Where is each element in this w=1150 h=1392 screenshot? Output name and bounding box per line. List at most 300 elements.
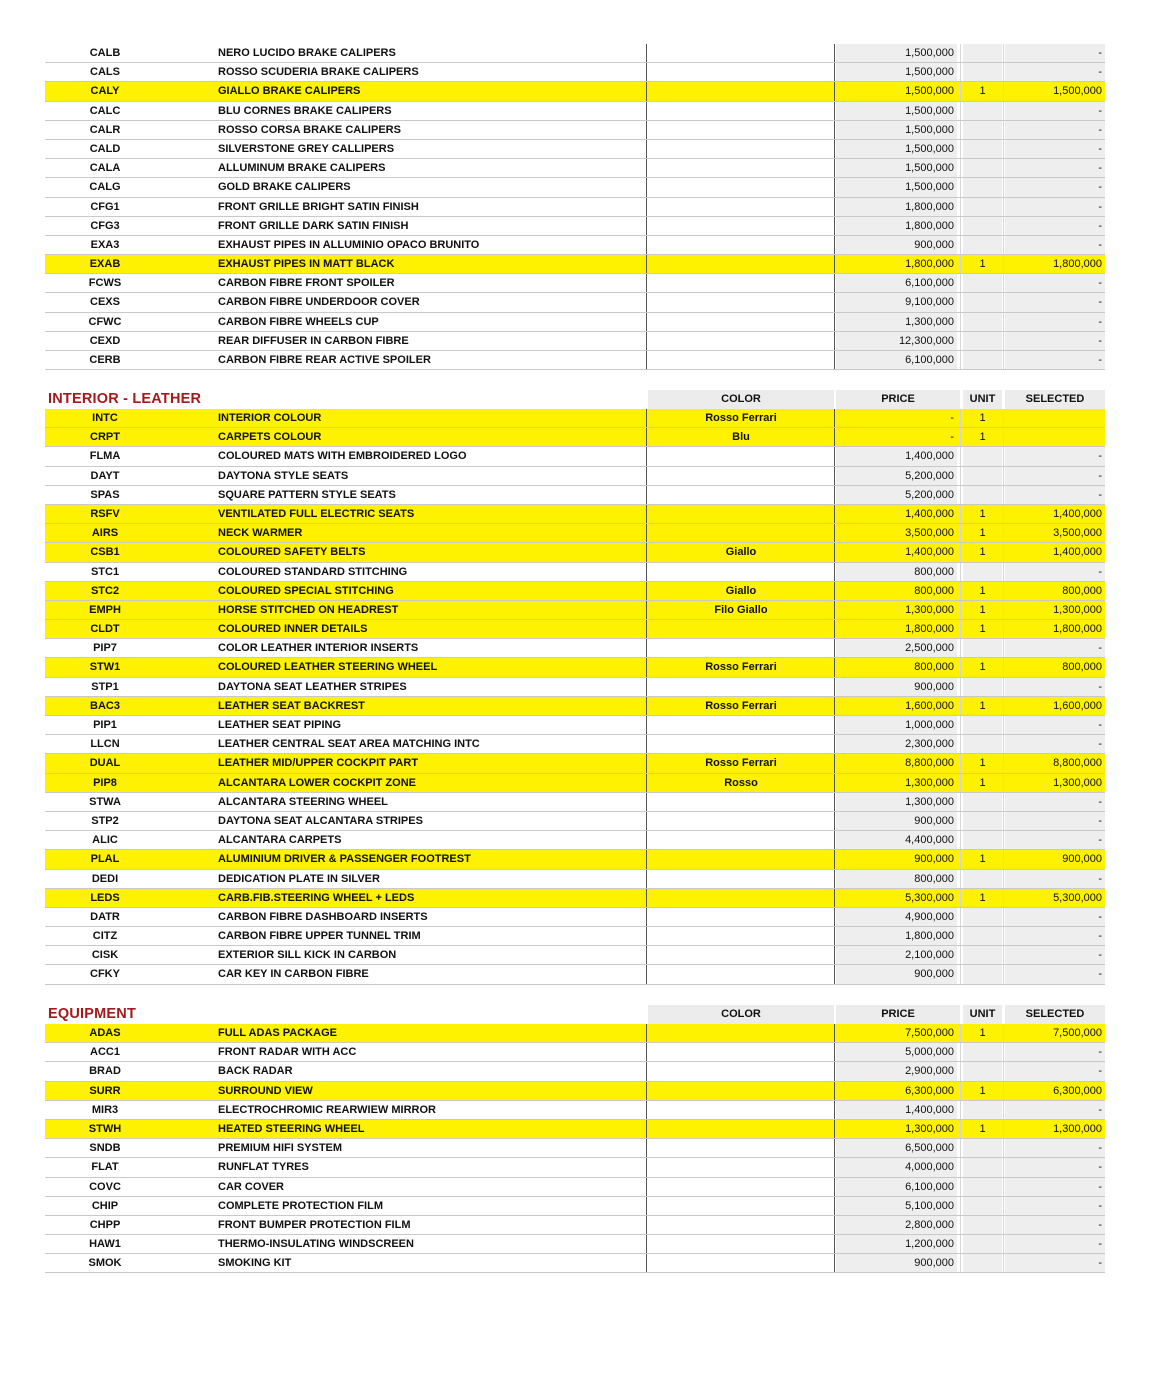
column-divider <box>834 946 835 964</box>
option-selected-amount: - <box>1005 908 1105 926</box>
option-price: 800,000 <box>836 563 957 581</box>
option-price: 1,500,000 <box>836 63 957 81</box>
column-divider <box>960 1043 961 1061</box>
option-color <box>648 908 834 926</box>
option-color <box>648 198 834 216</box>
option-code: BAC3 <box>90 699 120 712</box>
option-description: DEDICATION PLATE IN SILVER <box>218 872 380 885</box>
option-description: EXHAUST PIPES IN ALLUMINIO OPACO BRUNITO <box>218 238 480 251</box>
column-divider <box>1003 447 1004 465</box>
column-divider <box>834 831 835 849</box>
option-selected-amount: 800,000 <box>1062 584 1102 597</box>
option-description: LEATHER MID/UPPER COCKPIT PART <box>218 757 419 770</box>
option-unit <box>963 447 1002 465</box>
column-divider <box>1003 908 1004 926</box>
option-color <box>648 1216 834 1234</box>
option-code: RSFV <box>90 507 120 520</box>
column-divider <box>1003 563 1004 581</box>
option-unit <box>963 198 1002 216</box>
option-description: LEATHER CENTRAL SEAT AREA MATCHING INTC <box>218 738 480 751</box>
column-divider <box>646 716 647 734</box>
option-color <box>648 1254 834 1272</box>
option-unit <box>963 639 1002 657</box>
column-divider <box>646 332 647 350</box>
option-code: PIP8 <box>93 776 117 789</box>
table-row <box>45 198 1105 217</box>
option-selected-amount: - <box>1005 178 1105 196</box>
column-divider <box>646 1024 647 1042</box>
option-selected-amount: - <box>1005 678 1105 696</box>
option-price: 1,500,000 <box>836 102 957 120</box>
option-selected-amount: 7,500,000 <box>1053 1027 1102 1039</box>
option-description: SQUARE PATTERN STYLE SEATS <box>218 488 396 501</box>
column-divider <box>1003 601 1004 619</box>
option-selected-amount: 8,800,000 <box>1053 757 1102 770</box>
option-description: GIALLO BRAKE CALIPERS <box>218 85 361 98</box>
column-divider <box>1003 697 1004 715</box>
option-color: Giallo <box>725 546 757 559</box>
option-code: AIRS <box>91 527 119 540</box>
option-price: 1,600,000 <box>905 699 954 712</box>
option-unit <box>963 140 1002 158</box>
option-color: Rosso Ferrari <box>705 757 777 770</box>
option-description: ALCANTARA CARPETS <box>218 834 342 847</box>
option-code: ALIC <box>92 834 118 847</box>
option-price: 2,500,000 <box>836 639 957 657</box>
option-color <box>648 831 834 849</box>
table-row <box>45 543 1105 562</box>
option-description: DAYTONA SEAT LEATHER STRIPES <box>218 680 407 693</box>
column-divider <box>646 351 647 369</box>
option-code: CITZ <box>92 930 118 943</box>
table-row <box>45 812 1105 831</box>
option-price: 2,300,000 <box>836 735 957 753</box>
option-price: 3,500,000 <box>905 527 954 540</box>
option-price: 7,500,000 <box>905 1027 954 1039</box>
option-price: 4,400,000 <box>836 831 957 849</box>
option-color <box>648 716 834 734</box>
column-divider <box>960 754 961 772</box>
column-divider <box>646 178 647 196</box>
option-description: EXHAUST PIPES IN MATT BLACK <box>218 258 395 271</box>
column-divider <box>960 620 961 638</box>
option-description: EXTERIOR SILL KICK IN CARBON <box>218 949 397 962</box>
option-description: CARPETS COLOUR <box>218 431 322 444</box>
option-color: Rosso Ferrari <box>705 412 777 424</box>
column-divider <box>834 351 835 369</box>
option-price: 1,500,000 <box>905 85 954 98</box>
option-selected-amount: - <box>1005 1158 1105 1176</box>
option-unit <box>963 274 1002 292</box>
column-divider <box>834 121 835 139</box>
option-unit <box>963 178 1002 196</box>
table-row <box>45 1024 1105 1043</box>
column-divider <box>834 467 835 485</box>
option-unit <box>963 1043 1002 1061</box>
option-unit: 1 <box>979 507 986 520</box>
column-divider <box>834 889 835 907</box>
column-divider <box>834 1216 835 1234</box>
column-divider <box>960 140 961 158</box>
option-color <box>648 236 834 254</box>
column-divider <box>960 63 961 81</box>
table-row <box>45 1158 1105 1177</box>
option-selected-amount: - <box>1005 927 1105 945</box>
section-title: EQUIPMENT <box>48 1006 136 1022</box>
table-row <box>45 467 1105 486</box>
column-divider <box>960 121 961 139</box>
option-code: STC2 <box>90 584 120 597</box>
option-color <box>648 620 834 638</box>
column-divider <box>834 1139 835 1157</box>
column-divider <box>646 82 647 100</box>
column-divider <box>834 812 835 830</box>
column-divider <box>960 1082 961 1100</box>
option-unit <box>963 313 1002 331</box>
option-unit: 1 <box>979 546 986 559</box>
option-selected-amount <box>1005 428 1105 446</box>
option-code: FLAT <box>91 1161 119 1174</box>
option-unit <box>963 63 1002 81</box>
option-description: FRONT BUMPER PROTECTION FILM <box>218 1218 411 1231</box>
table-row <box>45 1101 1105 1120</box>
option-code: ACC1 <box>90 1046 120 1059</box>
column-divider <box>834 159 835 177</box>
option-selected-amount: 3,500,000 <box>1053 527 1102 540</box>
column-divider <box>960 236 961 254</box>
option-code: LLCN <box>90 738 120 751</box>
column-divider <box>646 582 647 600</box>
column-divider <box>960 639 961 657</box>
option-unit: 1 <box>979 258 986 271</box>
option-price: 1,300,000 <box>905 776 954 789</box>
column-divider <box>834 217 835 235</box>
table-row <box>45 639 1105 658</box>
column-divider <box>646 1158 647 1176</box>
option-price: 800,000 <box>914 661 954 674</box>
column-divider <box>834 1101 835 1119</box>
option-unit <box>963 793 1002 811</box>
table-row <box>45 831 1105 850</box>
column-divider <box>834 409 835 427</box>
column-divider <box>834 1254 835 1272</box>
option-description: COLOURED STANDARD STITCHING <box>218 565 408 578</box>
option-code: PIP1 <box>93 719 117 731</box>
option-price: 900,000 <box>836 1254 957 1272</box>
column-divider <box>960 965 961 983</box>
column-divider <box>1003 121 1004 139</box>
option-description: FRONT RADAR WITH ACC <box>218 1046 357 1059</box>
option-description: ALCANTARA LOWER COCKPIT ZONE <box>218 776 416 789</box>
option-color <box>648 1101 834 1119</box>
option-color <box>648 965 834 983</box>
option-color <box>648 44 834 62</box>
option-price: 900,000 <box>914 853 954 866</box>
column-divider <box>834 870 835 888</box>
option-code: CFWC <box>88 315 122 328</box>
option-price: 5,100,000 <box>836 1197 957 1215</box>
option-unit <box>963 1197 1002 1215</box>
column-divider <box>1003 1101 1004 1119</box>
option-description: CARBON FIBRE REAR ACTIVE SPOILER <box>218 354 431 366</box>
option-unit <box>963 812 1002 830</box>
option-selected-amount: 1,400,000 <box>1053 546 1102 559</box>
column-header-selected: SELECTED <box>1005 1005 1105 1024</box>
option-color: Giallo <box>725 584 757 597</box>
column-divider <box>834 716 835 734</box>
column-divider <box>960 313 961 331</box>
column-divider <box>646 678 647 696</box>
column-divider <box>960 102 961 120</box>
column-divider <box>834 543 835 561</box>
option-code: CLDT <box>90 623 120 636</box>
option-selected-amount: - <box>1005 639 1105 657</box>
option-description: COLOURED SAFETY BELTS <box>218 546 366 559</box>
option-code: BRAD <box>89 1065 121 1078</box>
option-price: 6,500,000 <box>836 1139 957 1157</box>
option-color <box>648 1197 834 1215</box>
option-price: 5,200,000 <box>836 486 957 504</box>
column-divider <box>1003 774 1004 792</box>
table-row <box>45 236 1105 255</box>
option-unit: 1 <box>979 623 986 636</box>
column-divider <box>1003 178 1004 196</box>
table-row <box>45 774 1105 793</box>
option-selected-amount: - <box>1005 1139 1105 1157</box>
table-row <box>45 255 1105 274</box>
option-code: CALC <box>89 104 121 117</box>
option-color: Filo Giallo <box>714 603 768 616</box>
option-selected-amount: - <box>1005 1235 1105 1253</box>
column-divider <box>1003 946 1004 964</box>
option-selected-amount: - <box>1005 793 1105 811</box>
option-price: 1,800,000 <box>836 217 957 235</box>
column-divider <box>960 658 961 676</box>
option-selected-amount: - <box>1005 236 1105 254</box>
table-row <box>45 716 1105 735</box>
option-color <box>648 639 834 657</box>
column-divider <box>1003 1139 1004 1157</box>
column-divider <box>960 467 961 485</box>
option-code: DUAL <box>89 757 121 770</box>
option-code: STWH <box>88 1122 122 1135</box>
column-divider <box>646 697 647 715</box>
column-divider <box>834 563 835 581</box>
option-color <box>648 467 834 485</box>
option-unit: 1 <box>979 1027 986 1039</box>
option-price: 1,000,000 <box>836 716 957 734</box>
section-header <box>45 390 1105 409</box>
option-code: CALG <box>89 181 121 194</box>
option-description: CARBON FIBRE FRONT SPOILER <box>218 277 395 290</box>
column-divider <box>834 754 835 772</box>
option-color <box>648 1120 834 1138</box>
column-divider <box>834 965 835 983</box>
column-divider <box>646 274 647 292</box>
column-divider <box>1003 1082 1004 1100</box>
column-divider <box>834 927 835 945</box>
option-selected-amount: - <box>1005 1101 1105 1119</box>
option-color <box>648 332 834 350</box>
table-row <box>45 217 1105 236</box>
column-divider <box>646 236 647 254</box>
option-description: CAR KEY IN CARBON FIBRE <box>218 968 369 981</box>
column-header-selected: SELECTED <box>1005 390 1105 409</box>
column-divider <box>646 1235 647 1253</box>
column-divider <box>834 639 835 657</box>
option-color <box>648 1062 834 1080</box>
option-unit <box>963 332 1002 350</box>
column-divider <box>1003 1235 1004 1253</box>
option-price: 1,800,000 <box>836 198 957 216</box>
option-description: LEATHER SEAT PIPING <box>218 719 342 731</box>
column-divider <box>646 735 647 753</box>
column-divider <box>646 313 647 331</box>
option-description: ALCANTARA STEERING WHEEL <box>218 795 388 808</box>
option-selected-amount: 900,000 <box>1062 853 1102 866</box>
option-description: THERMO-INSULATING WINDSCREEN <box>218 1238 414 1251</box>
column-divider <box>646 63 647 81</box>
column-divider <box>646 870 647 888</box>
option-description: PREMIUM HIFI SYSTEM <box>218 1142 343 1155</box>
column-divider <box>1003 1197 1004 1215</box>
option-description: COMPLETE PROTECTION FILM <box>218 1199 383 1212</box>
column-header-price: PRICE <box>836 390 960 409</box>
column-divider <box>960 850 961 868</box>
option-description: ALUMINIUM DRIVER & PASSENGER FOOTREST <box>218 853 471 866</box>
table-row <box>45 159 1105 178</box>
option-description: DAYTONA SEAT ALCANTARA STRIPES <box>218 814 423 827</box>
option-unit: 1 <box>979 584 986 597</box>
column-divider <box>1003 582 1004 600</box>
column-divider <box>646 1216 647 1234</box>
column-divider <box>1003 524 1004 542</box>
option-price: 1,500,000 <box>836 178 957 196</box>
option-code: CFKY <box>90 968 120 981</box>
option-unit <box>963 236 1002 254</box>
column-divider <box>960 793 961 811</box>
column-divider <box>1003 274 1004 292</box>
column-divider <box>834 332 835 350</box>
option-selected-amount: - <box>1005 467 1105 485</box>
option-price: 900,000 <box>836 965 957 983</box>
option-unit <box>963 102 1002 120</box>
column-divider <box>1003 44 1004 62</box>
table-row <box>45 409 1105 428</box>
option-price: - <box>950 412 954 424</box>
column-divider <box>834 850 835 868</box>
column-divider <box>1003 140 1004 158</box>
table-row <box>45 505 1105 524</box>
option-price: 1,200,000 <box>836 1235 957 1253</box>
column-divider <box>1003 428 1004 446</box>
option-code: EXA3 <box>90 238 120 251</box>
column-divider <box>1003 467 1004 485</box>
option-selected-amount: - <box>1005 198 1105 216</box>
option-code: PLAL <box>90 853 120 866</box>
column-divider <box>834 505 835 523</box>
column-divider <box>1003 965 1004 983</box>
option-color <box>648 1139 834 1157</box>
column-divider <box>960 678 961 696</box>
option-description: NERO LUCIDO BRAKE CALIPERS <box>218 47 396 59</box>
column-divider <box>646 563 647 581</box>
column-divider <box>834 63 835 81</box>
table-row <box>45 313 1105 332</box>
option-price: 1,300,000 <box>836 793 957 811</box>
column-divider <box>834 1082 835 1100</box>
option-code: STWA <box>89 795 121 808</box>
column-divider <box>960 697 961 715</box>
option-description: RUNFLAT TYRES <box>218 1161 309 1174</box>
option-selected-amount: 1,600,000 <box>1053 699 1102 712</box>
option-description: HEATED STEERING WHEEL <box>218 1122 365 1135</box>
option-unit <box>963 159 1002 177</box>
option-code: LEDS <box>90 891 120 904</box>
option-price: 1,400,000 <box>905 507 954 520</box>
option-code: STW1 <box>89 661 121 674</box>
column-divider <box>834 735 835 753</box>
column-divider <box>960 486 961 504</box>
column-divider <box>834 44 835 62</box>
option-unit <box>963 293 1002 311</box>
option-description: FRONT GRILLE BRIGHT SATIN FINISH <box>218 200 419 213</box>
option-unit: 1 <box>979 661 986 674</box>
table-row <box>45 178 1105 197</box>
option-unit <box>963 735 1002 753</box>
column-divider <box>646 121 647 139</box>
column-divider <box>646 467 647 485</box>
option-selected-amount: - <box>1005 1197 1105 1215</box>
option-price: 9,100,000 <box>836 293 957 311</box>
column-divider <box>646 44 647 62</box>
option-color <box>648 505 834 523</box>
column-divider <box>646 754 647 772</box>
column-divider <box>1003 82 1004 100</box>
option-price: 900,000 <box>836 236 957 254</box>
column-divider <box>646 428 647 446</box>
option-description: NECK WARMER <box>218 527 303 540</box>
column-divider <box>1003 198 1004 216</box>
column-divider <box>646 1178 647 1196</box>
column-divider <box>646 850 647 868</box>
option-code: SPAS <box>90 488 120 501</box>
option-code: CALY <box>90 85 120 98</box>
option-price: 4,000,000 <box>836 1158 957 1176</box>
column-divider <box>646 831 647 849</box>
option-selected-amount: - <box>1005 735 1105 753</box>
option-unit <box>963 486 1002 504</box>
option-selected-amount: - <box>1005 63 1105 81</box>
option-code: HAW1 <box>89 1238 121 1251</box>
option-selected-amount: 1,500,000 <box>1053 85 1102 98</box>
option-selected-amount: - <box>1005 217 1105 235</box>
option-color <box>648 217 834 235</box>
option-price: 1,400,000 <box>905 546 954 559</box>
column-divider <box>646 524 647 542</box>
column-divider <box>834 255 835 273</box>
option-color <box>648 178 834 196</box>
column-divider <box>834 274 835 292</box>
column-divider <box>960 428 961 446</box>
exterior-options-table <box>45 44 1105 370</box>
option-color <box>648 678 834 696</box>
option-description: COLOURED INNER DETAILS <box>218 623 368 636</box>
column-divider <box>834 313 835 331</box>
column-divider <box>960 543 961 561</box>
column-divider <box>646 447 647 465</box>
option-price: 1,300,000 <box>905 1122 954 1135</box>
